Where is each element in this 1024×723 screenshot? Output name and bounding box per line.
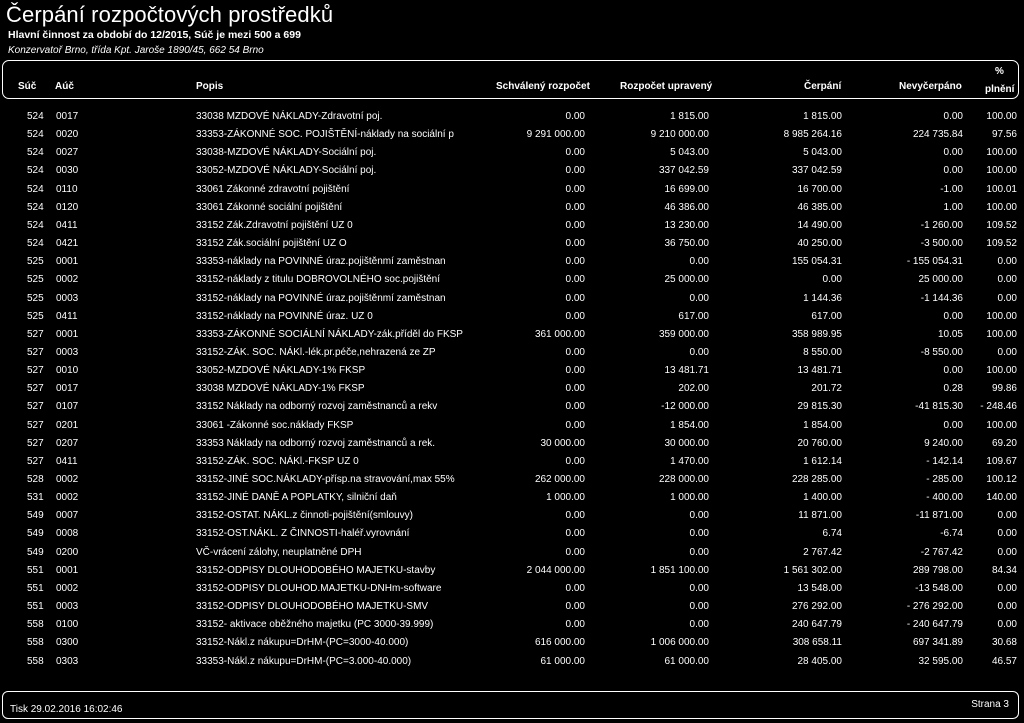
footer-box bbox=[2, 691, 1019, 719]
cell-nevycerpano: 289 798.00 bbox=[912, 564, 963, 576]
col-header-schvaleny: Schválený rozpočet bbox=[496, 81, 590, 92]
cell-popis: 33353-náklady na POVINNÉ úraz.pojištěnmí zaměstnan bbox=[196, 256, 446, 268]
table-row bbox=[0, 634, 1024, 652]
cell-auc: 0002 bbox=[56, 582, 79, 594]
cell-schvaleny: 616 000.00 bbox=[534, 637, 585, 649]
cell-cerpani: 2 767.42 bbox=[803, 546, 842, 558]
cell-schvaleny: 0.00 bbox=[565, 401, 585, 413]
cell-auc: 0020 bbox=[56, 129, 79, 141]
cell-schvaleny: 1 000.00 bbox=[546, 492, 585, 504]
cell-suc: 524 bbox=[27, 165, 44, 177]
cell-suc: 524 bbox=[27, 111, 44, 122]
cell-cerpani: 1 815.00 bbox=[803, 111, 842, 122]
cell-schvaleny: 262 000.00 bbox=[534, 474, 585, 485]
table-row bbox=[0, 181, 1024, 199]
cell-plneni: 100.00 bbox=[986, 201, 1017, 213]
cell-schvaleny: 0.00 bbox=[565, 147, 585, 159]
cell-auc: 0120 bbox=[56, 201, 79, 213]
cell-suc: 527 bbox=[27, 419, 44, 431]
cell-cerpani: 14 490.00 bbox=[797, 219, 842, 231]
cell-popis: 33353 Náklady na odborný rozvoj zaměstnanců a rek. bbox=[196, 437, 436, 449]
cell-auc: 0411 bbox=[56, 310, 78, 322]
cell-auc: 0303 bbox=[56, 655, 79, 667]
cell-popis: 33152-OST.NÁKL. Z ČINNOSTI-haléř.vyrovnání bbox=[196, 528, 410, 540]
cell-cerpani: 11 871.00 bbox=[798, 510, 842, 522]
cell-upraveny: 1 006 000.00 bbox=[650, 637, 709, 649]
cell-schvaleny: 0.00 bbox=[565, 619, 585, 631]
cell-plneni: 109.52 bbox=[986, 219, 1017, 231]
cell-auc: 0200 bbox=[56, 546, 79, 558]
cell-nevycerpano: 25 000.00 bbox=[918, 274, 963, 286]
cell-schvaleny: 0.00 bbox=[565, 419, 585, 431]
cell-popis: 33152-JINÉ DANĚ A POPLATKY, silniční daň bbox=[196, 492, 397, 504]
cell-plneni: 0.00 bbox=[997, 546, 1017, 558]
cell-popis: 33038 MZDOVÉ NÁKLADY-1% FKSP bbox=[196, 383, 365, 395]
cell-upraveny: 1 851 100.00 bbox=[650, 564, 709, 576]
cell-schvaleny: 0.00 bbox=[565, 111, 585, 122]
cell-suc: 551 bbox=[27, 564, 44, 576]
cell-auc: 0107 bbox=[56, 401, 79, 413]
cell-upraveny: 202.00 bbox=[678, 383, 709, 395]
page-number: Strana 3 bbox=[971, 699, 1009, 710]
cell-plneni: 0.00 bbox=[997, 292, 1017, 304]
cell-auc: 0100 bbox=[56, 619, 79, 631]
cell-plneni: 100.00 bbox=[986, 111, 1017, 122]
cell-nevycerpano: -41 815.30 bbox=[915, 401, 963, 413]
cell-schvaleny: 0.00 bbox=[565, 528, 585, 540]
table-row bbox=[0, 435, 1024, 453]
cell-schvaleny: 0.00 bbox=[565, 292, 585, 304]
table-row bbox=[0, 344, 1024, 362]
cell-upraveny: 30 000.00 bbox=[664, 437, 709, 449]
cell-plneni: 0.00 bbox=[997, 528, 1017, 540]
cell-upraveny: 0.00 bbox=[689, 601, 709, 613]
table-row bbox=[0, 199, 1024, 217]
cell-upraveny: 1 000.00 bbox=[670, 492, 709, 504]
cell-upraveny: 5 043.00 bbox=[670, 147, 709, 159]
col-header-percent: % bbox=[995, 66, 1004, 77]
cell-schvaleny: 2 044 000.00 bbox=[526, 564, 585, 576]
table-row bbox=[0, 562, 1024, 580]
cell-popis: 33038 MZDOVÉ NÁKLADY-Zdravotní poj. bbox=[196, 111, 383, 122]
cell-upraveny: -12 000.00 bbox=[661, 401, 709, 413]
cell-suc: 525 bbox=[27, 310, 44, 322]
cell-auc: 0001 bbox=[56, 328, 79, 340]
cell-upraveny: 0.00 bbox=[689, 582, 709, 594]
cell-schvaleny: 9 291 000.00 bbox=[526, 129, 585, 141]
table-row bbox=[0, 217, 1024, 235]
cell-nevycerpano: -1 144.36 bbox=[920, 292, 963, 304]
cell-suc: 549 bbox=[27, 546, 44, 558]
cell-plneni: 0.00 bbox=[997, 510, 1017, 522]
cell-nevycerpano: - 285.00 bbox=[926, 474, 963, 485]
cell-upraveny: 0.00 bbox=[689, 619, 709, 631]
cell-suc: 525 bbox=[27, 292, 44, 304]
cell-cerpani: 337 042.59 bbox=[791, 165, 842, 177]
cell-upraveny: 13 230.00 bbox=[664, 219, 709, 231]
cell-schvaleny: 0.00 bbox=[565, 383, 585, 395]
table-row bbox=[0, 471, 1024, 489]
cell-auc: 0003 bbox=[56, 346, 79, 358]
cell-popis: 33052-MZDOVÉ NÁKLADY-1% FKSP bbox=[196, 365, 366, 377]
cell-auc: 0207 bbox=[56, 437, 79, 449]
cell-nevycerpano: 9 240.00 bbox=[924, 437, 963, 449]
table-row bbox=[0, 362, 1024, 380]
cell-auc: 0027 bbox=[56, 147, 79, 159]
report-subtitle: Hlavní činnost za období do 12/2015, Súč je mezi 500 a 699 bbox=[8, 29, 301, 41]
cell-plneni: 140.00 bbox=[986, 492, 1017, 504]
table-row bbox=[0, 525, 1024, 543]
cell-upraveny: 0.00 bbox=[689, 292, 709, 304]
cell-auc: 0300 bbox=[56, 637, 79, 649]
cell-plneni: 0.00 bbox=[997, 346, 1017, 358]
cell-popis: 33061 Zákonné sociální pojištění bbox=[196, 201, 343, 213]
cell-upraveny: 0.00 bbox=[689, 346, 709, 358]
table-header bbox=[2, 60, 1019, 99]
cell-upraveny: 337 042.59 bbox=[658, 165, 709, 177]
cell-auc: 0017 bbox=[56, 383, 79, 395]
cell-cerpani: 308 658.11 bbox=[792, 637, 842, 649]
cell-upraveny: 359 000.00 bbox=[658, 328, 709, 340]
cell-cerpani: 1 144.36 bbox=[803, 292, 842, 304]
cell-popis: 33152-náklady na POVINNÉ úraz.pojištěnmí zaměstnan bbox=[196, 292, 446, 304]
cell-auc: 0002 bbox=[56, 474, 79, 485]
table-row bbox=[0, 144, 1024, 162]
cell-plneni: - 248.46 bbox=[980, 401, 1017, 413]
cell-popis: 33061 Zákonné zdravotní pojištění bbox=[196, 183, 350, 195]
cell-upraveny: 13 481.71 bbox=[664, 365, 709, 377]
cell-nevycerpano: - 276 292.00 bbox=[906, 601, 963, 613]
cell-plneni: 69.20 bbox=[991, 437, 1017, 449]
cell-cerpani: 40 250.00 bbox=[797, 238, 842, 250]
table-row bbox=[0, 162, 1024, 180]
table-row bbox=[0, 417, 1024, 435]
cell-plneni: 30.68 bbox=[991, 637, 1017, 649]
cell-suc: 527 bbox=[27, 365, 44, 377]
cell-upraveny: 617.00 bbox=[678, 310, 709, 322]
cell-suc: 558 bbox=[27, 637, 44, 649]
cell-upraveny: 0.00 bbox=[689, 256, 709, 268]
cell-cerpani: 16 700.00 bbox=[797, 183, 842, 195]
cell-suc: 527 bbox=[27, 346, 44, 358]
table-row bbox=[0, 453, 1024, 471]
cell-schvaleny: 0.00 bbox=[565, 510, 585, 522]
cell-popis: 33353-ZÁKONNÉ SOC. POJIŠTĚNÍ-náklady na sociální p bbox=[196, 129, 454, 141]
cell-cerpani: 0.00 bbox=[822, 274, 842, 286]
cell-plneni: 100.00 bbox=[986, 365, 1017, 377]
cell-schvaleny: 0.00 bbox=[565, 183, 585, 195]
cell-nevycerpano: -1.00 bbox=[940, 183, 963, 195]
cell-schvaleny: 0.00 bbox=[565, 365, 585, 377]
cell-nevycerpano: - 155 054.31 bbox=[906, 256, 963, 268]
organization-address: Konzervatoř Brno, třída Kpt. Jaroše 1890/45, 662 54 Brno bbox=[8, 45, 264, 56]
cell-popis: 33353-Nákl.z nákupu=DrHM-(PC=3.000-40.000) bbox=[196, 655, 412, 667]
table-row bbox=[0, 616, 1024, 634]
cell-popis: 33152-OSTAT. NÁKL.z činnoti-pojištění(smlouvy) bbox=[196, 510, 413, 522]
cell-cerpani: 1 612.14 bbox=[803, 455, 842, 467]
cell-popis: 33152-náklady z titulu DOBROVOLNÉHO soc.pojištění bbox=[196, 274, 440, 286]
cell-upraveny: 1 470.00 bbox=[670, 455, 709, 467]
cell-plneni: 109.67 bbox=[986, 455, 1017, 467]
cell-nevycerpano: 10.05 bbox=[937, 328, 963, 340]
cell-suc: 527 bbox=[27, 437, 44, 449]
table-row bbox=[0, 271, 1024, 289]
cell-plneni: 100.00 bbox=[986, 310, 1017, 322]
cell-schvaleny: 0.00 bbox=[565, 219, 585, 231]
cell-popis: 33061 -Zákonné soc.náklady FKSP bbox=[196, 419, 354, 431]
cell-cerpani: 29 815.30 bbox=[797, 401, 842, 413]
cell-upraveny: 9 210 000.00 bbox=[650, 129, 709, 141]
cell-auc: 0008 bbox=[56, 528, 79, 540]
cell-cerpani: 228 285.00 bbox=[791, 474, 842, 485]
cell-auc: 0017 bbox=[56, 111, 79, 122]
cell-plneni: 100.00 bbox=[986, 165, 1017, 177]
cell-popis: 33152- aktivace oběžného majetku (PC 3000-39.999) bbox=[196, 619, 434, 631]
cell-upraveny: 0.00 bbox=[689, 546, 709, 558]
cell-plneni: 109.52 bbox=[986, 238, 1017, 250]
cell-nevycerpano: -6.74 bbox=[940, 528, 963, 540]
cell-cerpani: 8 550.00 bbox=[803, 346, 842, 358]
cell-schvaleny: 0.00 bbox=[565, 582, 585, 594]
cell-suc: 531 bbox=[27, 492, 44, 504]
cell-auc: 0421 bbox=[56, 238, 79, 250]
table-row bbox=[0, 544, 1024, 562]
cell-cerpani: 617.00 bbox=[811, 310, 842, 322]
cell-nevycerpano: 0.00 bbox=[943, 310, 963, 322]
cell-schvaleny: 0.00 bbox=[565, 165, 585, 177]
col-header-auc: Aúč bbox=[55, 81, 74, 92]
cell-cerpani: 28 405.00 bbox=[797, 655, 842, 667]
cell-schvaleny: 0.00 bbox=[565, 256, 585, 268]
cell-auc: 0002 bbox=[56, 492, 79, 504]
cell-auc: 0010 bbox=[56, 365, 79, 377]
cell-upraveny: 1 815.00 bbox=[670, 111, 709, 122]
cell-plneni: 0.00 bbox=[997, 619, 1017, 631]
cell-schvaleny: 0.00 bbox=[565, 238, 585, 250]
table-row bbox=[0, 326, 1024, 344]
cell-popis: 33152-ZÁK. SOC. NÁKl.-FKSP UZ 0 bbox=[196, 455, 359, 467]
cell-cerpani: 6.74 bbox=[822, 528, 842, 540]
table-row bbox=[0, 253, 1024, 271]
cell-schvaleny: 0.00 bbox=[565, 546, 585, 558]
cell-cerpani: 240 647.79 bbox=[791, 619, 842, 631]
cell-popis: 33152-JINÉ SOC.NÁKLADY-přísp.na stravování,max 55% bbox=[196, 474, 455, 485]
cell-plneni: 100.00 bbox=[986, 419, 1017, 431]
cell-suc: 525 bbox=[27, 256, 44, 268]
print-timestamp: Tisk 29.02.2016 16:02:46 bbox=[10, 704, 123, 715]
cell-cerpani: 5 043.00 bbox=[803, 147, 842, 159]
cell-suc: 551 bbox=[27, 601, 44, 613]
cell-suc: 524 bbox=[27, 183, 44, 195]
table-row bbox=[0, 489, 1024, 507]
cell-schvaleny: 361 000.00 bbox=[534, 328, 585, 340]
cell-cerpani: 1 400.00 bbox=[803, 492, 842, 504]
cell-auc: 0003 bbox=[56, 292, 79, 304]
cell-cerpani: 8 985 264.16 bbox=[783, 129, 842, 141]
cell-nevycerpano: 224 735.84 bbox=[912, 129, 963, 141]
cell-popis: 33152-ODPISY DLOUHODOBÉHO MAJETKU-stavby bbox=[196, 564, 436, 576]
cell-cerpani: 358 989.95 bbox=[791, 328, 842, 340]
cell-suc: 524 bbox=[27, 238, 44, 250]
cell-popis: 33152 Zák.sociální pojištění UZ O bbox=[196, 238, 347, 250]
cell-nevycerpano: 0.00 bbox=[943, 111, 963, 122]
cell-nevycerpano: - 240 647.79 bbox=[906, 619, 963, 631]
cell-cerpani: 201.72 bbox=[811, 383, 842, 395]
cell-nevycerpano: -8 550.00 bbox=[920, 346, 963, 358]
cell-popis: 33152 Náklady na odborný rozvoj zaměstnanců a rekv bbox=[196, 401, 438, 413]
cell-cerpani: 20 760.00 bbox=[797, 437, 842, 449]
cell-nevycerpano: 0.00 bbox=[943, 165, 963, 177]
cell-popis: 33052-MZDOVÉ NÁKLADY-Sociální poj. bbox=[196, 165, 377, 177]
cell-suc: 527 bbox=[27, 455, 44, 467]
cell-plneni: 46.57 bbox=[991, 655, 1017, 667]
cell-nevycerpano: 0.00 bbox=[943, 365, 963, 377]
cell-popis: 33353-ZÁKONNÉ SOCIÁLNÍ NÁKLADY-zák.příděl do FKSP bbox=[196, 328, 463, 340]
cell-popis: 33038-MZDOVÉ NÁKLADY-Sociální poj. bbox=[196, 147, 377, 159]
cell-popis: 33152 Zák.Zdravotní pojištění UZ 0 bbox=[196, 219, 353, 231]
cell-plneni: 100.00 bbox=[986, 147, 1017, 159]
cell-nevycerpano: 1.00 bbox=[943, 201, 963, 213]
cell-plneni: 100.00 bbox=[986, 328, 1017, 340]
cell-cerpani: 46 385.00 bbox=[797, 201, 842, 213]
cell-auc: 0002 bbox=[56, 274, 79, 286]
cell-nevycerpano: -1 260.00 bbox=[920, 219, 963, 231]
cell-plneni: 0.00 bbox=[997, 256, 1017, 268]
cell-suc: 558 bbox=[27, 619, 44, 631]
cell-upraveny: 16 699.00 bbox=[664, 183, 709, 195]
cell-plneni: 0.00 bbox=[997, 582, 1017, 594]
cell-auc: 0030 bbox=[56, 165, 79, 177]
cell-popis: 33152-ODPISY DLOUHODOBÉHO MAJETKU-SMV bbox=[196, 601, 429, 613]
cell-plneni: 100.01 bbox=[986, 183, 1017, 195]
cell-cerpani: 155 054.31 bbox=[791, 256, 842, 268]
cell-upraveny: 46 386.00 bbox=[664, 201, 709, 213]
cell-upraveny: 1 854.00 bbox=[670, 419, 709, 431]
table-row bbox=[0, 598, 1024, 616]
cell-auc: 0001 bbox=[56, 256, 79, 268]
cell-auc: 0001 bbox=[56, 564, 79, 576]
cell-schvaleny: 0.00 bbox=[565, 601, 585, 613]
cell-nevycerpano: -3 500.00 bbox=[920, 238, 963, 250]
cell-upraveny: 0.00 bbox=[689, 528, 709, 540]
cell-suc: 525 bbox=[27, 274, 44, 286]
cell-nevycerpano: 32 595.00 bbox=[918, 655, 963, 667]
table-row bbox=[0, 126, 1024, 144]
cell-schvaleny: 0.00 bbox=[565, 274, 585, 286]
cell-auc: 0003 bbox=[56, 601, 79, 613]
cell-popis: 33152-náklady na POVINNÉ úraz. UZ 0 bbox=[196, 310, 373, 322]
cell-cerpani: 276 292.00 bbox=[791, 601, 842, 613]
cell-schvaleny: 0.00 bbox=[565, 455, 585, 467]
cell-plneni: 100.12 bbox=[986, 474, 1017, 485]
cell-schvaleny: 30 000.00 bbox=[540, 437, 585, 449]
cell-popis: VČ-vrácení zálohy, neuplatněné DPH bbox=[196, 546, 362, 558]
cell-suc: 524 bbox=[27, 219, 44, 231]
cell-upraveny: 61 000.00 bbox=[664, 655, 709, 667]
cell-schvaleny: 61 000.00 bbox=[540, 655, 585, 667]
cell-nevycerpano: - 400.00 bbox=[926, 492, 963, 504]
cell-suc: 527 bbox=[27, 401, 44, 413]
cell-cerpani: 1 854.00 bbox=[803, 419, 842, 431]
cell-cerpani: 1 561 302.00 bbox=[783, 564, 842, 576]
table-row bbox=[0, 108, 1024, 126]
page-title: Čerpání rozpočtových prostředků bbox=[6, 2, 334, 27]
cell-cerpani: 13 548.00 bbox=[797, 582, 842, 594]
cell-popis: 33152-ODPISY DLOUHOD.MAJETKU-DNHm-software bbox=[196, 582, 442, 594]
cell-popis: 33152-Nákl.z nákupu=DrHM-(PC=3000-40.000) bbox=[196, 637, 409, 649]
cell-nevycerpano: - 142.14 bbox=[926, 455, 963, 467]
cell-auc: 0411 bbox=[56, 455, 78, 467]
cell-suc: 551 bbox=[27, 582, 44, 594]
cell-nevycerpano: -2 767.42 bbox=[920, 546, 963, 558]
cell-nevycerpano: -13 548.00 bbox=[915, 582, 963, 594]
cell-plneni: 97.56 bbox=[991, 129, 1017, 141]
cell-suc: 524 bbox=[27, 147, 44, 159]
cell-upraveny: 228 000.00 bbox=[658, 474, 709, 485]
cell-auc: 0007 bbox=[56, 510, 79, 522]
cell-suc: 558 bbox=[27, 655, 44, 667]
table-row bbox=[0, 308, 1024, 326]
col-header-plneni: plnění bbox=[985, 84, 1015, 95]
cell-nevycerpano: -11 871.00 bbox=[915, 510, 963, 522]
cell-auc: 0411 bbox=[56, 219, 78, 231]
cell-suc: 527 bbox=[27, 328, 44, 340]
cell-auc: 0201 bbox=[56, 419, 79, 431]
cell-schvaleny: 0.00 bbox=[565, 346, 585, 358]
col-header-nevycerpano: Nevyčerpáno bbox=[899, 81, 962, 92]
table-row bbox=[0, 507, 1024, 525]
table-row bbox=[0, 398, 1024, 416]
table-row bbox=[0, 290, 1024, 308]
col-header-popis: Popis bbox=[196, 81, 224, 92]
cell-upraveny: 0.00 bbox=[689, 510, 709, 522]
table-row bbox=[0, 380, 1024, 398]
col-header-suc: Súč bbox=[18, 81, 37, 92]
cell-schvaleny: 0.00 bbox=[565, 201, 585, 213]
cell-nevycerpano: 697 341.89 bbox=[912, 637, 963, 649]
cell-suc: 528 bbox=[27, 474, 44, 485]
cell-cerpani: 13 481.71 bbox=[797, 365, 842, 377]
table-row bbox=[0, 235, 1024, 253]
cell-suc: 527 bbox=[27, 383, 44, 395]
cell-plneni: 0.00 bbox=[997, 274, 1017, 286]
cell-suc: 524 bbox=[27, 201, 44, 213]
table-row bbox=[0, 580, 1024, 598]
cell-auc: 0110 bbox=[56, 183, 78, 195]
cell-upraveny: 36 750.00 bbox=[664, 238, 709, 250]
cell-plneni: 0.00 bbox=[997, 601, 1017, 613]
cell-nevycerpano: 0.28 bbox=[943, 383, 963, 395]
cell-nevycerpano: 0.00 bbox=[943, 419, 963, 431]
cell-schvaleny: 0.00 bbox=[565, 310, 585, 322]
col-header-upraveny: Rozpočet upravený bbox=[620, 81, 713, 92]
cell-upraveny: 25 000.00 bbox=[664, 274, 709, 286]
cell-popis: 33152-ZÁK. SOC. NÁKl.-lék.pr.péče,nehrazená ze ZP bbox=[196, 346, 436, 358]
cell-suc: 524 bbox=[27, 129, 44, 141]
cell-suc: 549 bbox=[27, 528, 44, 540]
cell-plneni: 99.86 bbox=[991, 383, 1017, 395]
table-row bbox=[0, 653, 1024, 671]
cell-suc: 549 bbox=[27, 510, 44, 522]
col-header-cerpani: Čerpání bbox=[804, 81, 842, 92]
cell-plneni: 84.34 bbox=[991, 564, 1017, 576]
cell-nevycerpano: 0.00 bbox=[943, 147, 963, 159]
